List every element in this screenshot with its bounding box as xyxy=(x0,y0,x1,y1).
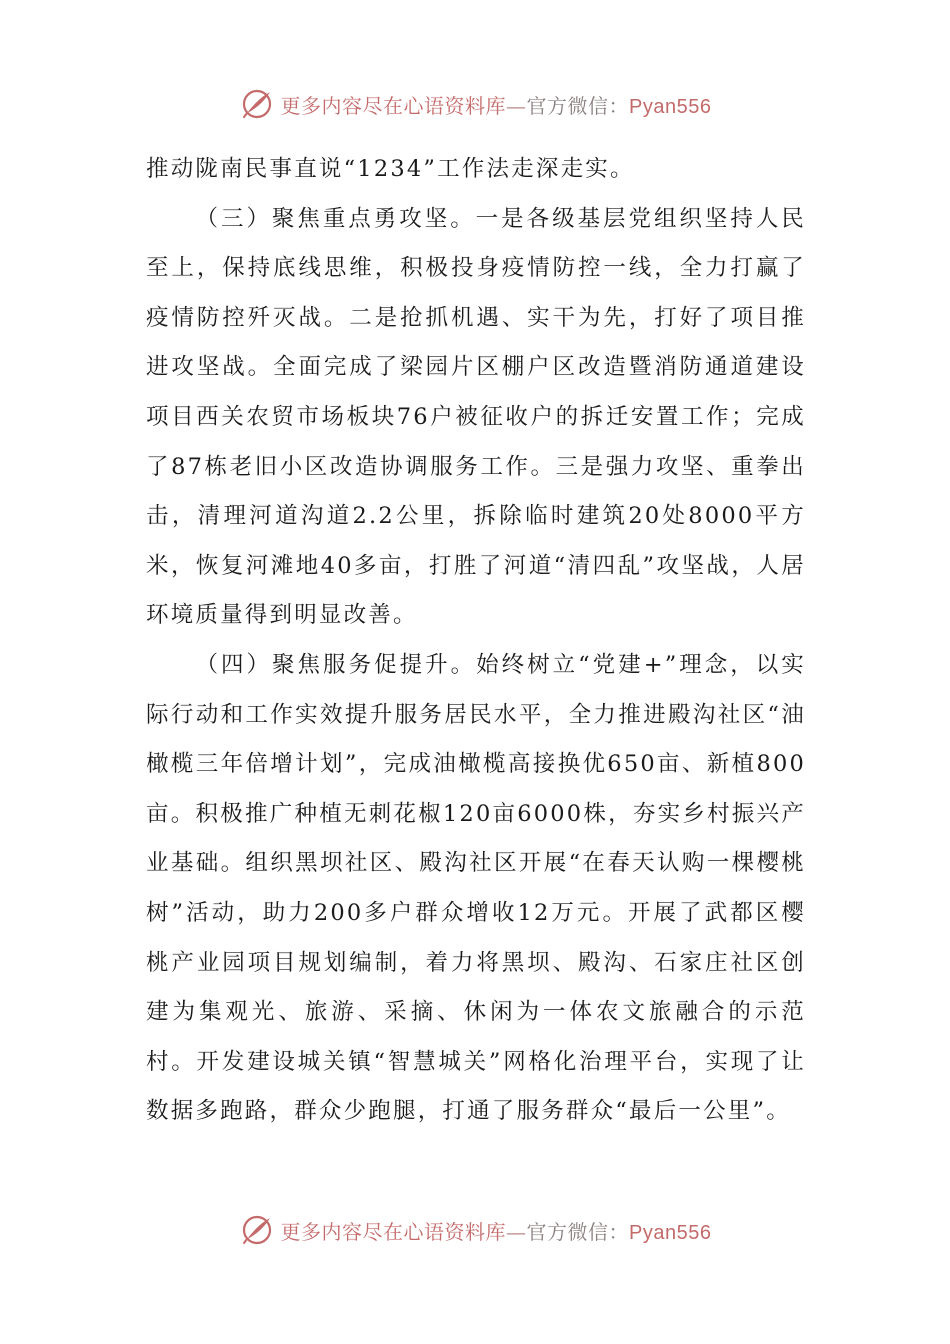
wechat-id: Pyan556 xyxy=(629,95,712,118)
site-name: 更多内容尽在心语资料库 xyxy=(280,1219,507,1244)
footer-watermark-text xyxy=(281,1216,712,1245)
footer-watermark xyxy=(0,1210,950,1250)
header-watermark-text xyxy=(281,90,712,119)
wechat-label: 官方微信： xyxy=(526,1219,630,1244)
paragraph-section-four: （四）聚焦服务促提升。始终树立“党建+”理念，以实际行动和工作实效提升服务居民水平，全力推进殿沟社区“油橄榄三年倍增计划”，完成油橄榄高接换优650亩、新植800亩。积极推广种植无刺花椒120亩6000株，夯实乡村振兴产业基础。组织黑坝社区、殿沟社区开展“在春天认购一棵樱桃树”活动，助力200多户群众增收12万元。开展了武都区樱桃产业园项目规划编制，着力将黑坝、殿沟、石家庄社区创建为集观光、旅游、采摘、休闲为一体农文旅融合的示范村。开发建设城关镇“智慧城关”网格化治理平台，实现了让数据多跑路，群众少跑腿，打通了服务群众“最后一公里”。 xyxy=(146,651,806,1125)
paragraph-continuation: 推动陇南民事直说“1234”工作法走深走实。 xyxy=(146,156,635,182)
separator: — xyxy=(506,1219,527,1244)
document-body xyxy=(146,145,806,1137)
quill-logo-icon xyxy=(239,1212,275,1248)
wechat-id: Pyan556 xyxy=(629,1221,712,1244)
quill-logo-icon xyxy=(239,86,275,122)
separator: — xyxy=(506,93,527,118)
header-watermark xyxy=(0,84,950,124)
wechat-label: 官方微信： xyxy=(526,93,630,118)
site-name: 更多内容尽在心语资料库 xyxy=(280,93,507,118)
paragraph-section-three: （三）聚焦重点勇攻坚。一是各级基层党组织坚持人民至上，保持底线思维，积极投身疫情防控一线，全力打赢了疫情防控歼灭战。二是抢抓机遇、实干为先，打好了项目推进攻坚战。全面完成了梁园片区棚户区改造暨消防通道建设项目西关农贸市场板块76户被征收户的拆迁安置工作；完成了87栋老旧小区改造协调服务工作。三是强力攻坚、重拳出击，清理河道沟道2.2公里，拆除临时建筑20处8000平方米，恢复河滩地40多亩，打胜了河道“清四乱”攻坚战，人居环境质量得到明显改善。 xyxy=(146,205,806,629)
